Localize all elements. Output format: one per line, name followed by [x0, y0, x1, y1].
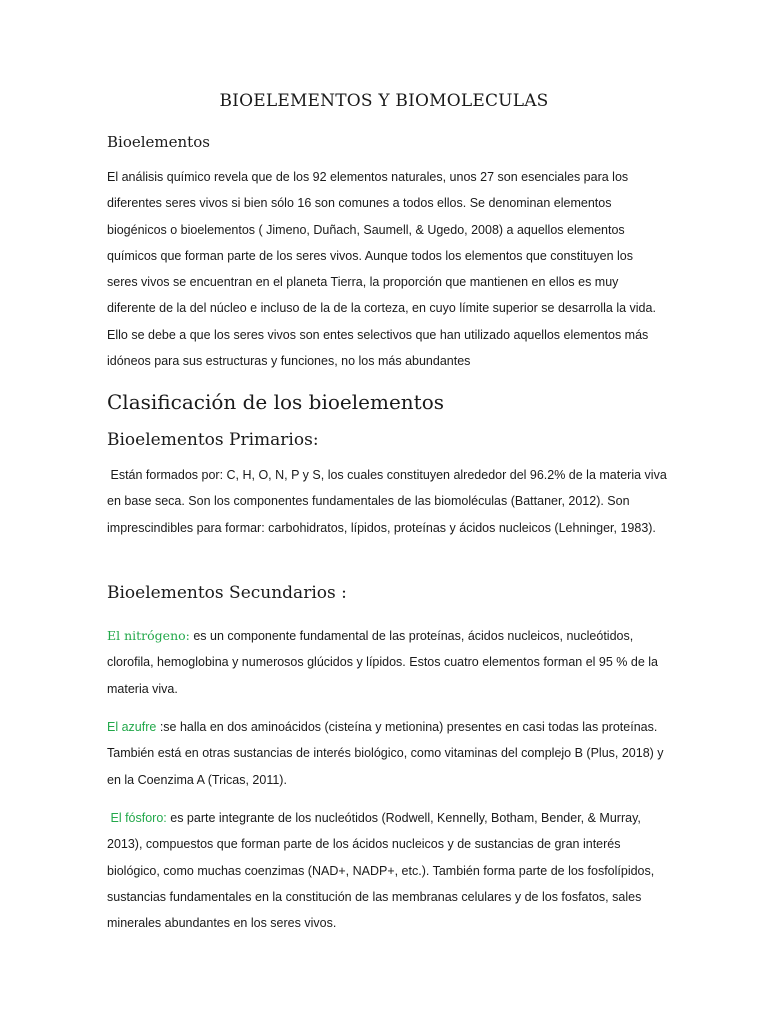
- paragraph-azufre: [107, 714, 667, 793]
- azufre-body: :se halla en dos aminoácidos (cisteína y metionina) presentes en casi todas las proteínas. También está en otras sustancias de interés biológico, como vitaminas del complejo B (Plus, 2018) y en la Coenzima A (Tricas, 2011).: [107, 720, 664, 787]
- fosforo-lead: El fósforo:: [110, 811, 167, 825]
- fosforo-body: es parte integrante de los nucleótidos (Rodwell, Kennelly, Botham, Bender, & Murray, 2013), compuestos que forman parte de los ácidos nucleicos y de sustancias de gran interés biológico, como muchas coenzimas (NAD+, NADP+, etc.). También forma parte de los fosfolípidos, sustancias fundamentales en la constitución de las membranas celulares y de los fosfatos, sales minerales abundantes en los seres vivos.: [107, 811, 655, 931]
- paragraph-bioelementos: El análisis químico revela que de los 92 elementos naturales, unos 27 son esenciales para los diferentes seres vivos si bien sólo 16 son comunes a todos ellos. Se denominan elementos biogénicos o bioelementos ( Jimeno, Duñach, Saumell, & Ugedo, 2008) a aquellos elementos químicos que forman parte de los seres vivos. Aunque todos los elementos que constituyen los seres vivos se encuentran en el planeta Tierra, la proporción que mantienen en ellos es muy diferente de la del núcleo e incluso de la de la corteza, en cuyo límite superior se desarrolla la vida. Ello se debe a que los seres vivos son entes selectivos que han utilizado aquellos elementos más idóneos para sus estructuras y funciones, no los más abundantes: [107, 170, 656, 369]
- azufre-lead: El azufre: [107, 720, 157, 734]
- paragraph-primarios: [107, 462, 667, 541]
- heading-secundarios: Bioelementos Secundarios :: [107, 583, 347, 603]
- heading-bioelementos: Bioelementos: [107, 133, 210, 151]
- heading-primarios: Bioelementos Primarios:: [107, 430, 319, 450]
- paragraph-fosforo: [107, 805, 667, 936]
- heading-clasificacion: Clasificación de los bioelementos: [107, 390, 445, 414]
- document-title: BIOELEMENTOS Y BIOMOLECULAS: [219, 91, 549, 111]
- paragraph-nitrogeno: [107, 623, 667, 702]
- nitrogeno-body: es un componente fundamental de las proteínas, ácidos nucleicos, nucleótidos, clorofila, hemoglobina y numerosos glúcidos y lípidos. Estos cuatro elementos forman el 95 % de la materia viva.: [107, 629, 658, 696]
- nitrogeno-lead: El nitrógeno:: [107, 628, 190, 643]
- primarios-body: Están formados por: C, H, O, N, P y S, los cuales constituyen alrededor del 96.2% de la materia viva en base seca. Son los componentes fundamentales de las biomoléculas (Battaner, 2012). Son imprescindibles para formar: carbohidratos, lípidos, proteínas y ácidos nucleicos (Lehninger, 1983).: [107, 468, 667, 535]
